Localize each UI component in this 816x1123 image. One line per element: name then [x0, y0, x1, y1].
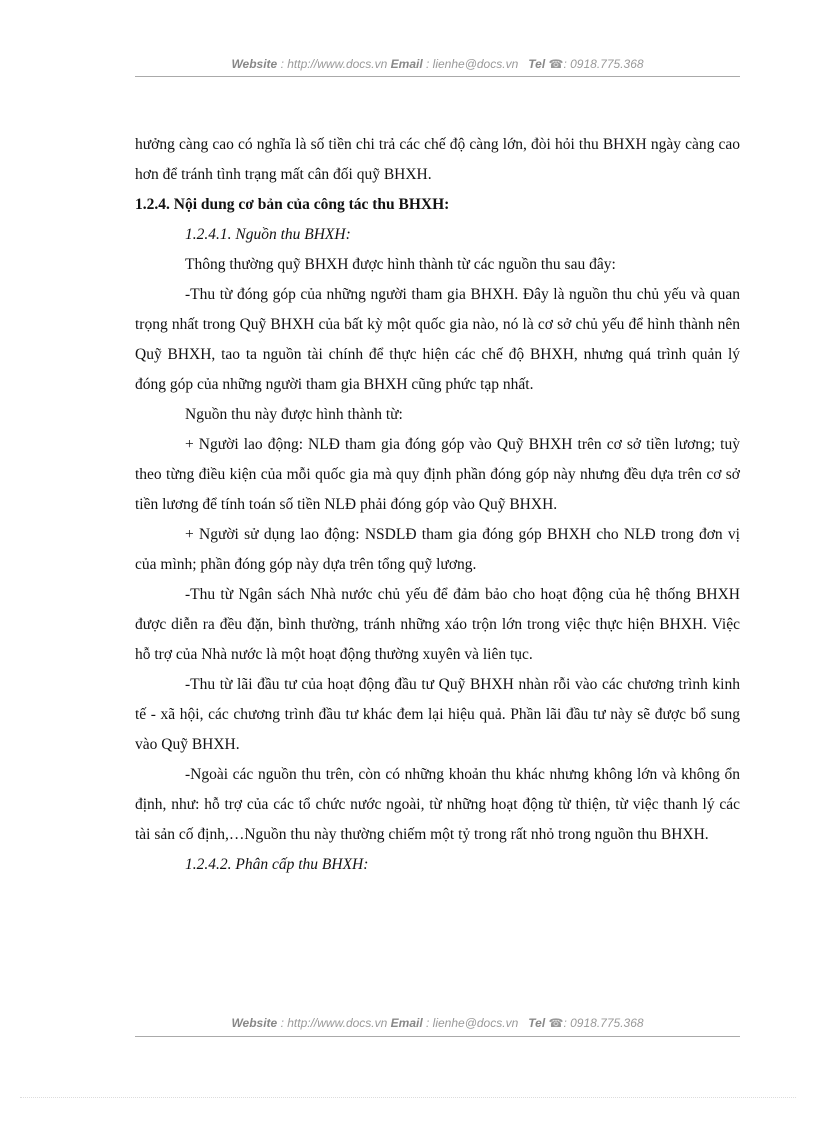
paragraph-1: Thông thường quỹ BHXH được hình thành từ các nguồn thu sau đây:	[185, 256, 616, 273]
page-footer	[135, 1016, 740, 1030]
paragraph-2: -Thu từ đóng góp của những người tham gia BHXH. Đây là nguồn thu chủ yếu và quan trọng nhất trong Quỹ BHXH của bất kỳ một quốc gia nào, nó là cơ sở chủ yếu để hình thành nên Quỹ BHXH, tao ta nguồn tài chính để thực hiện các chế độ BHXH, nhưng quá trình quản lý đóng góp của những người tham gia BHXH cũng phức tạp nhất.	[135, 286, 740, 393]
footer-website-label: Website	[231, 1016, 278, 1030]
header-email-label: Email	[390, 57, 423, 71]
paragraph-7: -Thu từ lãi đầu tư của hoạt động đầu tư Quỹ BHXH nhàn rỗi vào các chương trình kinh tế - xã hội, các chương trình đầu tư khác đem lại hiệu quả. Phần lãi đầu tư này sẽ được bổ sung vào Quỹ BHXH.	[135, 676, 740, 753]
footer-email-value[interactable]: lienhe@docs.vn	[432, 1016, 519, 1030]
heading-1-2-4-1: 1.2.4.1. Nguồn thu BHXH:	[185, 226, 351, 243]
header-website-url[interactable]: http://www.docs.vn	[287, 57, 388, 71]
header-website-sep: :	[277, 57, 288, 71]
footer-tel-label: Tel	[528, 1016, 546, 1030]
header-divider	[135, 76, 740, 77]
footer-email-label: Email	[390, 1016, 423, 1030]
paragraph-4: + Người lao động: NLĐ tham gia đóng góp vào Quỹ BHXH trên cơ sở tiền lương; tuỳ theo từng điều kiện của mỗi quốc gia mà quy định phần đóng góp này nhưng đều dựa trên cơ sở tiền lương để tính toán số tiền NLĐ phải đóng góp vào Quỹ BHXH.	[135, 436, 740, 513]
header-tel-value: : 0918.775.368	[563, 57, 644, 71]
footer-phone-icon: ☎	[548, 1016, 564, 1030]
footer-tel-value: : 0918.775.368	[563, 1016, 644, 1030]
header-email-sep: :	[422, 57, 433, 71]
paragraph-8: -Ngoài các nguồn thu trên, còn có những khoản thu khác nhưng không lớn và không ổn định, như: hỗ trợ của các tổ chức nước ngoài, từ những hoạt động từ thiện, từ việc thanh lý các tài sản cố định,…Nguồn thu này thường chiếm một tỷ trong rất nhỏ trong nguồn thu BHXH.	[135, 766, 740, 843]
header-tel-label: Tel	[528, 57, 546, 71]
footer-website-url[interactable]: http://www.docs.vn	[287, 1016, 388, 1030]
phone-icon: ☎	[548, 57, 564, 71]
footer-email-sep: :	[422, 1016, 433, 1030]
paragraph-5: + Người sử dụng lao động: NSDLĐ tham gia đóng góp BHXH cho NLĐ trong đơn vị của mình; phần đóng góp này dựa trên tổng quỹ lương.	[135, 526, 740, 573]
footer-divider	[135, 1036, 740, 1037]
heading-1-2-4: 1.2.4. Nội dung cơ bản của công tác thu BHXH:	[135, 196, 450, 213]
header-email-value[interactable]: lienhe@docs.vn	[432, 57, 519, 71]
paragraph-intro: hưởng càng cao có nghĩa là số tiền chi trả các chế độ càng lớn, đòi hỏi thu BHXH ngày càng cao hơn để tránh tình trạng mất cân đối quỹ BHXH.	[135, 136, 740, 183]
paragraph-3: Nguồn thu này được hình thành từ:	[185, 406, 403, 423]
document-body	[135, 130, 740, 880]
footer-website-sep: :	[277, 1016, 288, 1030]
paragraph-6: -Thu từ Ngân sách Nhà nước chủ yếu để đảm bảo cho hoạt động của hệ thống BHXH được diễn ra đều đặn, bình thường, tránh những xáo trộn lớn trong việc thực hiện BHXH. Việc hỗ trợ của Nhà nước là một hoạt động thường xuyên và liên tục.	[135, 586, 740, 663]
page-edge	[20, 1097, 796, 1098]
heading-1-2-4-2: 1.2.4.2. Phân cấp thu BHXH:	[185, 856, 369, 873]
page-header	[135, 57, 740, 71]
header-website-label: Website	[231, 57, 278, 71]
